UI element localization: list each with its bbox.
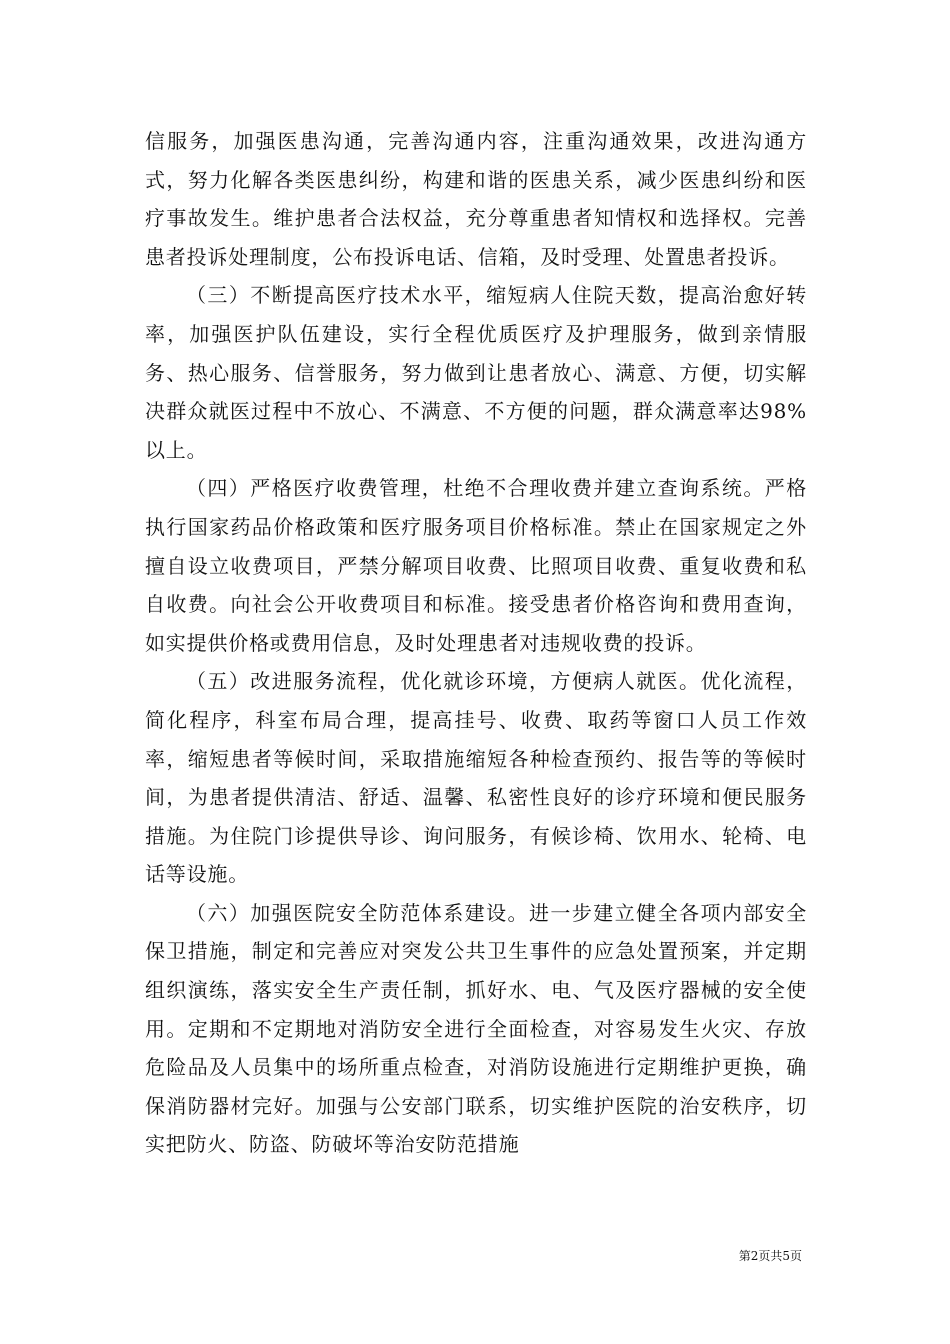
page-number-footer: 第2页共5页: [738, 1249, 802, 1263]
paragraph-section-4: （四）严格医疗收费管理，杜绝不合理收费并建立查询系统。严格执行国家药品价格政策和医疗服务项目价格标准。禁止在国家规定之外擅自设立收费项目，严禁分解项目收费、比照项目收费、重复收费和私自收费。向社会公开收费项目和标准。接受患者价格咨询和费用查询，如实提供价格或费用信息，及时处理患者对违规收费的投诉。: [145, 476, 807, 655]
paragraph-section-3: （三）不断提高医疗技术水平，缩短病人住院天数，提高治愈好转率，加强医护队伍建设，实行全程优质医疗及护理服务，做到亲情服务、热心服务、信誉服务，努力做到让患者放心、满意、方便，切实解决群众就医过程中不放心、不满意、不方便的问题，群众满意率达98%以上。: [145, 283, 807, 462]
document-body: [145, 122, 807, 1164]
paragraph-section-5: （五）改进服务流程，优化就诊环境，方便病人就医。优化流程，简化程序，科室布局合理，提高挂号、收费、取药等窗口人员工作效率，缩短患者等候时间，采取措施缩短各种检查预约、报告等的等候时间，为患者提供清洁、舒适、温馨、私密性良好的诊疗环境和便民服务措施。为住院门诊提供导诊、询问服务，有候诊椅、饮用水、轮椅、电话等设施。: [145, 669, 807, 887]
paragraph-continuation: 信服务，加强医患沟通，完善沟通内容，注重沟通效果，改进沟通方式，努力化解各类医患纠纷，构建和谐的医患关系，减少医患纠纷和医疗事故发生。维护患者合法权益，充分尊重患者知情权和选择权。完善患者投诉处理制度，公布投诉电话、信箱，及时受理、处置患者投诉。: [145, 129, 807, 269]
paragraph-section-6: （六）加强医院安全防范体系建设。进一步建立健全各项内部安全保卫措施，制定和完善应对突发公共卫生事件的应急处置预案，并定期组织演练，落实安全生产责任制，抓好水、电、气及医疗器械的安全使用。定期和不定期地对消防安全进行全面检查，对容易发生火灾、存放危险品及人员集中的场所重点检查，对消防设施进行定期维护更换，确保消防器材完好。加强与公安部门联系，切实维护医院的治安秩序，切实把防火、防盗、防破坏等治安防范措施: [145, 900, 807, 1157]
